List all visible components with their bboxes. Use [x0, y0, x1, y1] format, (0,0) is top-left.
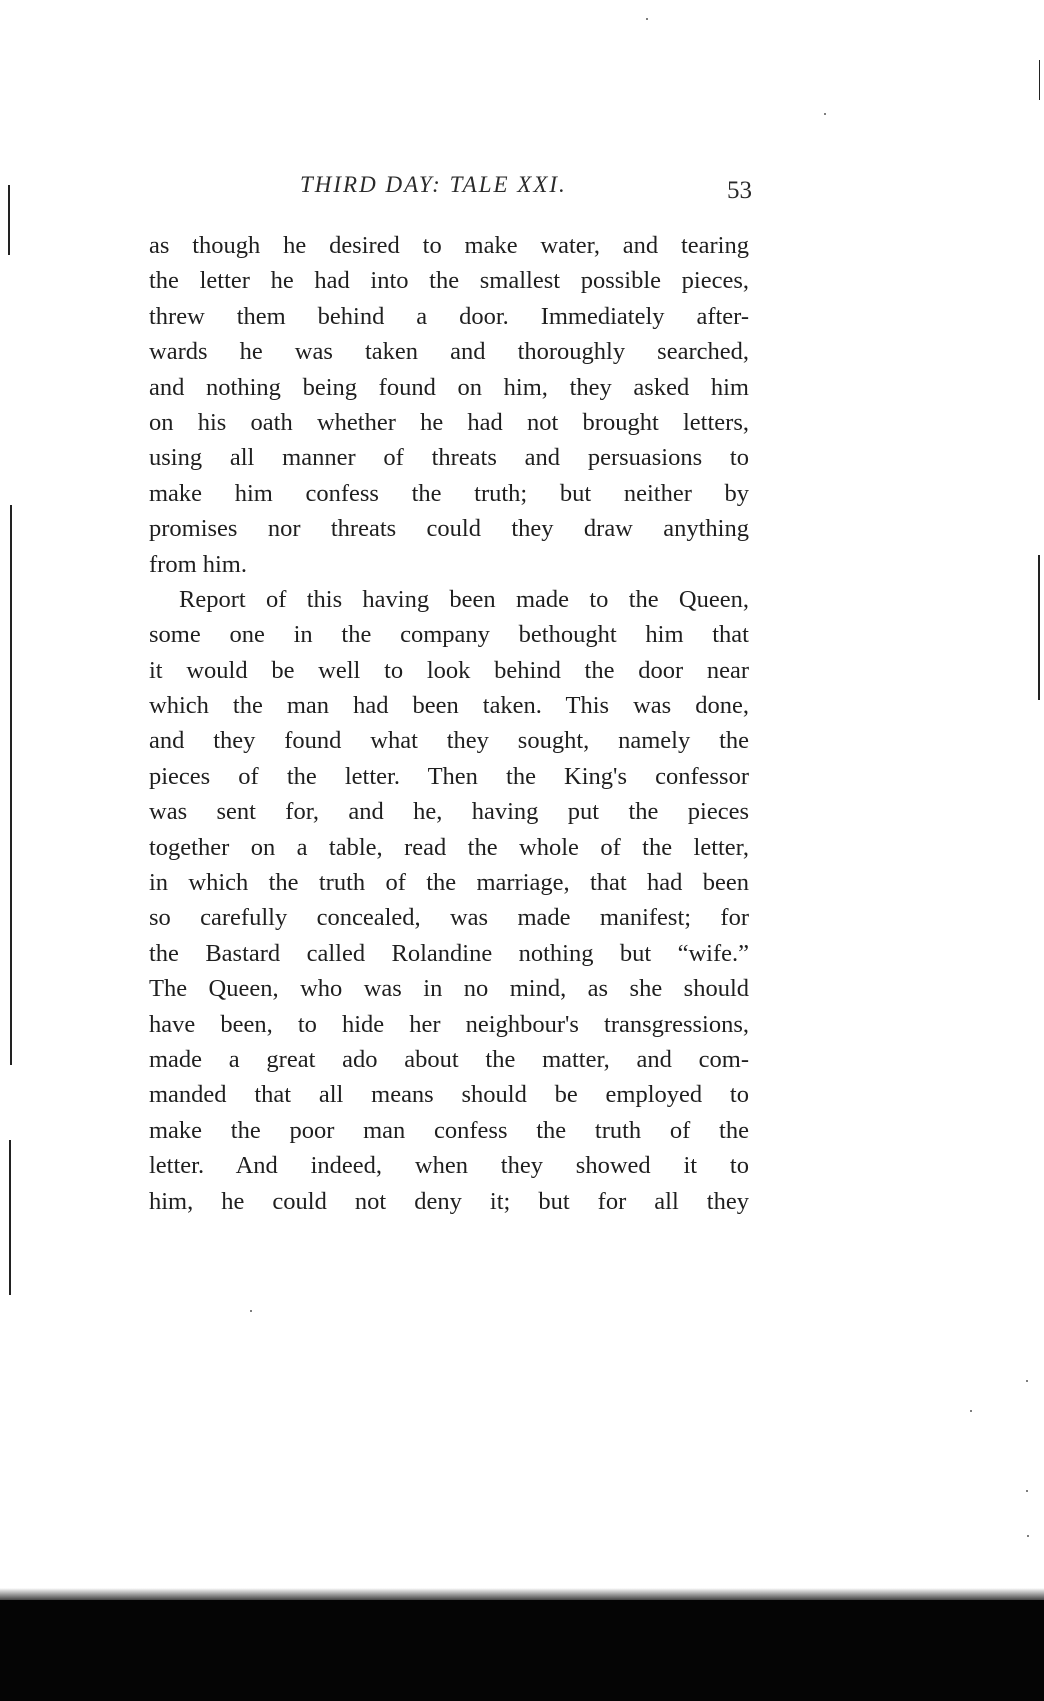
running-head: THIRD DAY: TALE XXI. [300, 172, 567, 197]
scan-speck [1026, 1380, 1028, 1382]
scan-speck [250, 1310, 252, 1312]
text-line: wards he was taken and thoroughly searched, [149, 338, 749, 366]
text-line: him, he could not deny it; but for all they [149, 1187, 749, 1215]
text-line: which the man had been taken. This was done, [149, 692, 749, 720]
text-line: made a great ado about the matter, and com- [149, 1045, 749, 1073]
text-line: using all manner of threats and persuasions to [149, 444, 749, 472]
text-line: pieces of the letter. Then the King's confessor [149, 762, 749, 790]
text-line: The Queen, who was in no mind, as she should [149, 975, 749, 1003]
page-number: 53 [727, 177, 752, 204]
text-line: so carefully concealed, was made manifest; for [149, 904, 749, 932]
text-line: in which the truth of the marriage, that had been [149, 869, 749, 897]
text-line: and they found what they sought, namely the [149, 727, 749, 755]
text-line: the Bastard called Rolandine nothing but “wife.” [149, 939, 749, 967]
text-line: together on a table, read the whole of the letter, [149, 833, 749, 861]
text-line: it would be well to look behind the door near [149, 656, 749, 684]
text-line: was sent for, and he, having put the pieces [149, 798, 749, 826]
scan-speck [646, 18, 648, 20]
text-line: Report of this having been made to the Queen, [179, 585, 749, 613]
text-line: some one in the company bethought him that [149, 621, 749, 649]
scan-bottom-band [0, 1600, 1044, 1701]
text-line: promises nor threats could they draw anything [149, 515, 749, 543]
scan-speck [970, 1410, 972, 1412]
binding-edge-mark [10, 505, 12, 1065]
scan-speck [1027, 1535, 1029, 1537]
binding-edge-mark [1039, 60, 1040, 100]
text-line: from him. [149, 550, 247, 578]
text-line: have been, to hide her neighbour's transgressions, [149, 1010, 749, 1038]
text-line: manded that all means should be employed to [149, 1081, 749, 1109]
text-line: make the poor man confess the truth of the [149, 1116, 749, 1144]
text-line: letter. And indeed, when they showed it to [149, 1152, 749, 1180]
text-line: threw them behind a door. Immediately after- [149, 302, 749, 330]
binding-edge-mark [9, 1140, 11, 1295]
text-line: on his oath whether he had not brought letters, [149, 408, 749, 436]
body-text [149, 228, 749, 1219]
scan-speck [1026, 1490, 1028, 1492]
scan-speck [824, 113, 826, 115]
text-line: as though he desired to make water, and tearing [149, 232, 749, 259]
binding-edge-mark [8, 185, 10, 255]
text-line: make him confess the truth; but neither by [149, 479, 749, 507]
text-line: the letter he had into the smallest possible pieces, [149, 267, 749, 295]
binding-edge-mark [1038, 555, 1040, 700]
text-line: and nothing being found on him, they asked him [149, 373, 749, 401]
